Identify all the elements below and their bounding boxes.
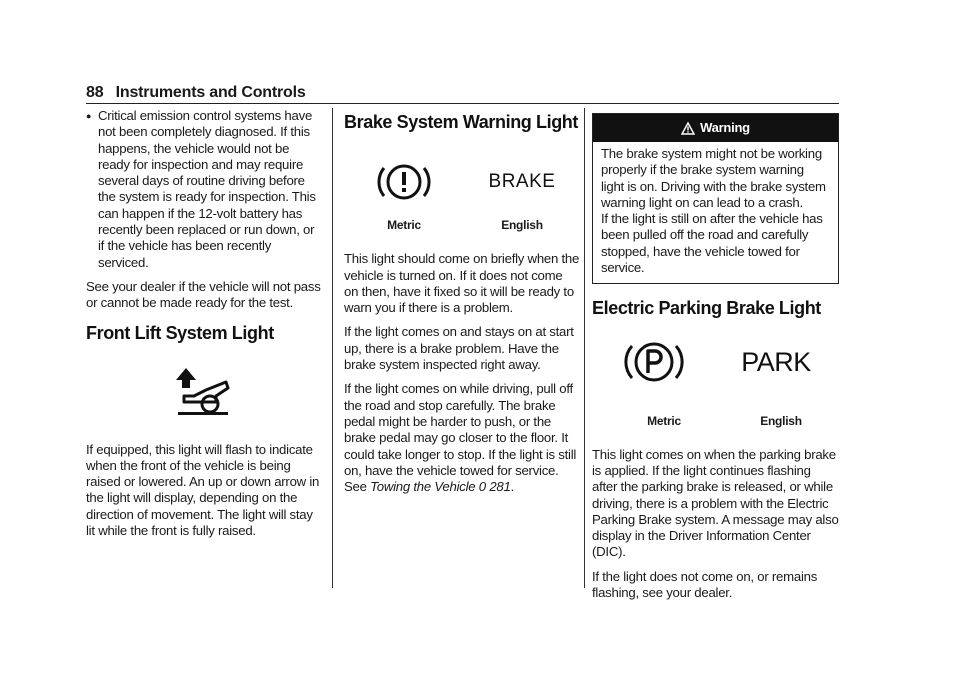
column-right [592, 108, 839, 601]
parking-symbols [592, 327, 839, 397]
dealer-paragraph: See your dealer if the vehicle will not pass or cannot be made ready for the test. [86, 278, 321, 311]
bullet-item [86, 108, 322, 271]
parking-brake-heading: Electric Parking Brake Light [592, 298, 821, 319]
parking-brake-icon [622, 337, 686, 387]
section-title: Instruments and Controls [115, 84, 306, 101]
page-header [86, 84, 306, 102]
park-english-symbol: PARK [741, 347, 811, 378]
column-divider-right [584, 108, 585, 588]
warning-header [593, 114, 838, 142]
front-lift-icon [172, 366, 232, 418]
column-left [86, 108, 322, 539]
parking-paragraph-2: If the light does not come on, or remains flashing, see your dealer. [592, 568, 818, 601]
brake-symbols [344, 151, 580, 213]
english-caption: English [760, 414, 802, 429]
front-lift-paragraph: If equipped, this light will flash to indicate when the front of the vehicle is being raised or lowered. An up or down arrow in the light will display, depending on the direction of movement. The light will stay lit while the front is fully raised. [86, 441, 320, 539]
brake-paragraph-1: This light should come on briefly when the vehicle is turned on. If it does not come on then, have it fixed so it will be ready to warn you if there is a problem. [344, 251, 580, 316]
english-caption: English [501, 218, 543, 232]
towing-xref-page[interactable]: 281 [489, 479, 511, 495]
brake-paragraph-3: If the light comes on while driving, pull off the road and stop carefully. The brake pedal might be harder to push, or the brake pedal may go closer to the floor. It could take longer to stop. If the light is still on, have the vehicle towed for service. See Towing the Vehicle 0 281. [344, 381, 577, 495]
brake-paragraph-2: If the light comes on and stays on at start up, there is a brake problem. Have the brake system inspected right away. [344, 324, 574, 373]
warning-paragraph-2: If the light is still on after the vehicle has been pulled off the road and carefully stopped, have the vehicle towed for service. [601, 211, 823, 276]
warning-title: Warning [700, 119, 750, 135]
column-divider-left [332, 108, 333, 588]
header-rule [86, 103, 839, 104]
warning-paragraph-1: The brake system might not be working properly if the brake system warning light is on. Driving with the brake system warning light on can lead to a crash. [601, 146, 826, 210]
brake-heading: Brake System Warning Light [344, 112, 578, 132]
front-lift-figure [86, 344, 322, 442]
towing-xref-link[interactable]: Towing the Vehicle [370, 479, 476, 495]
metric-caption: Metric [387, 218, 421, 232]
parking-paragraph-1: This light comes on when the parking brake is applied. If the light continues flashing after the parking brake is released, or while driving, there is a problem with the Electric Parking Brake system. A message may also display in the Driver Information Center (DIC). [592, 446, 839, 560]
brake-warning-icon [375, 160, 433, 204]
warning-triangle-icon [681, 122, 695, 135]
page-ref-arrow-icon: 0 [478, 479, 486, 495]
metric-caption: Metric [647, 414, 681, 429]
front-lift-heading: Front Lift System Light [86, 322, 274, 343]
warning-box [592, 113, 839, 284]
bullet-text: Critical emission control systems have not been completely diagnosed. If this happens, the vehicle would not be ready for inspection and may require several days of routine driving before the system is ready for inspection. This can happen if the 12-volt battery has recently been replaced or run down, or if the vehicle has been recently serviced. [98, 108, 316, 270]
column-middle [344, 108, 580, 495]
brake-english-symbol: BRAKE [488, 170, 556, 192]
page-number: 88 [86, 84, 104, 101]
bullet-dot-icon: ● [86, 111, 92, 121]
